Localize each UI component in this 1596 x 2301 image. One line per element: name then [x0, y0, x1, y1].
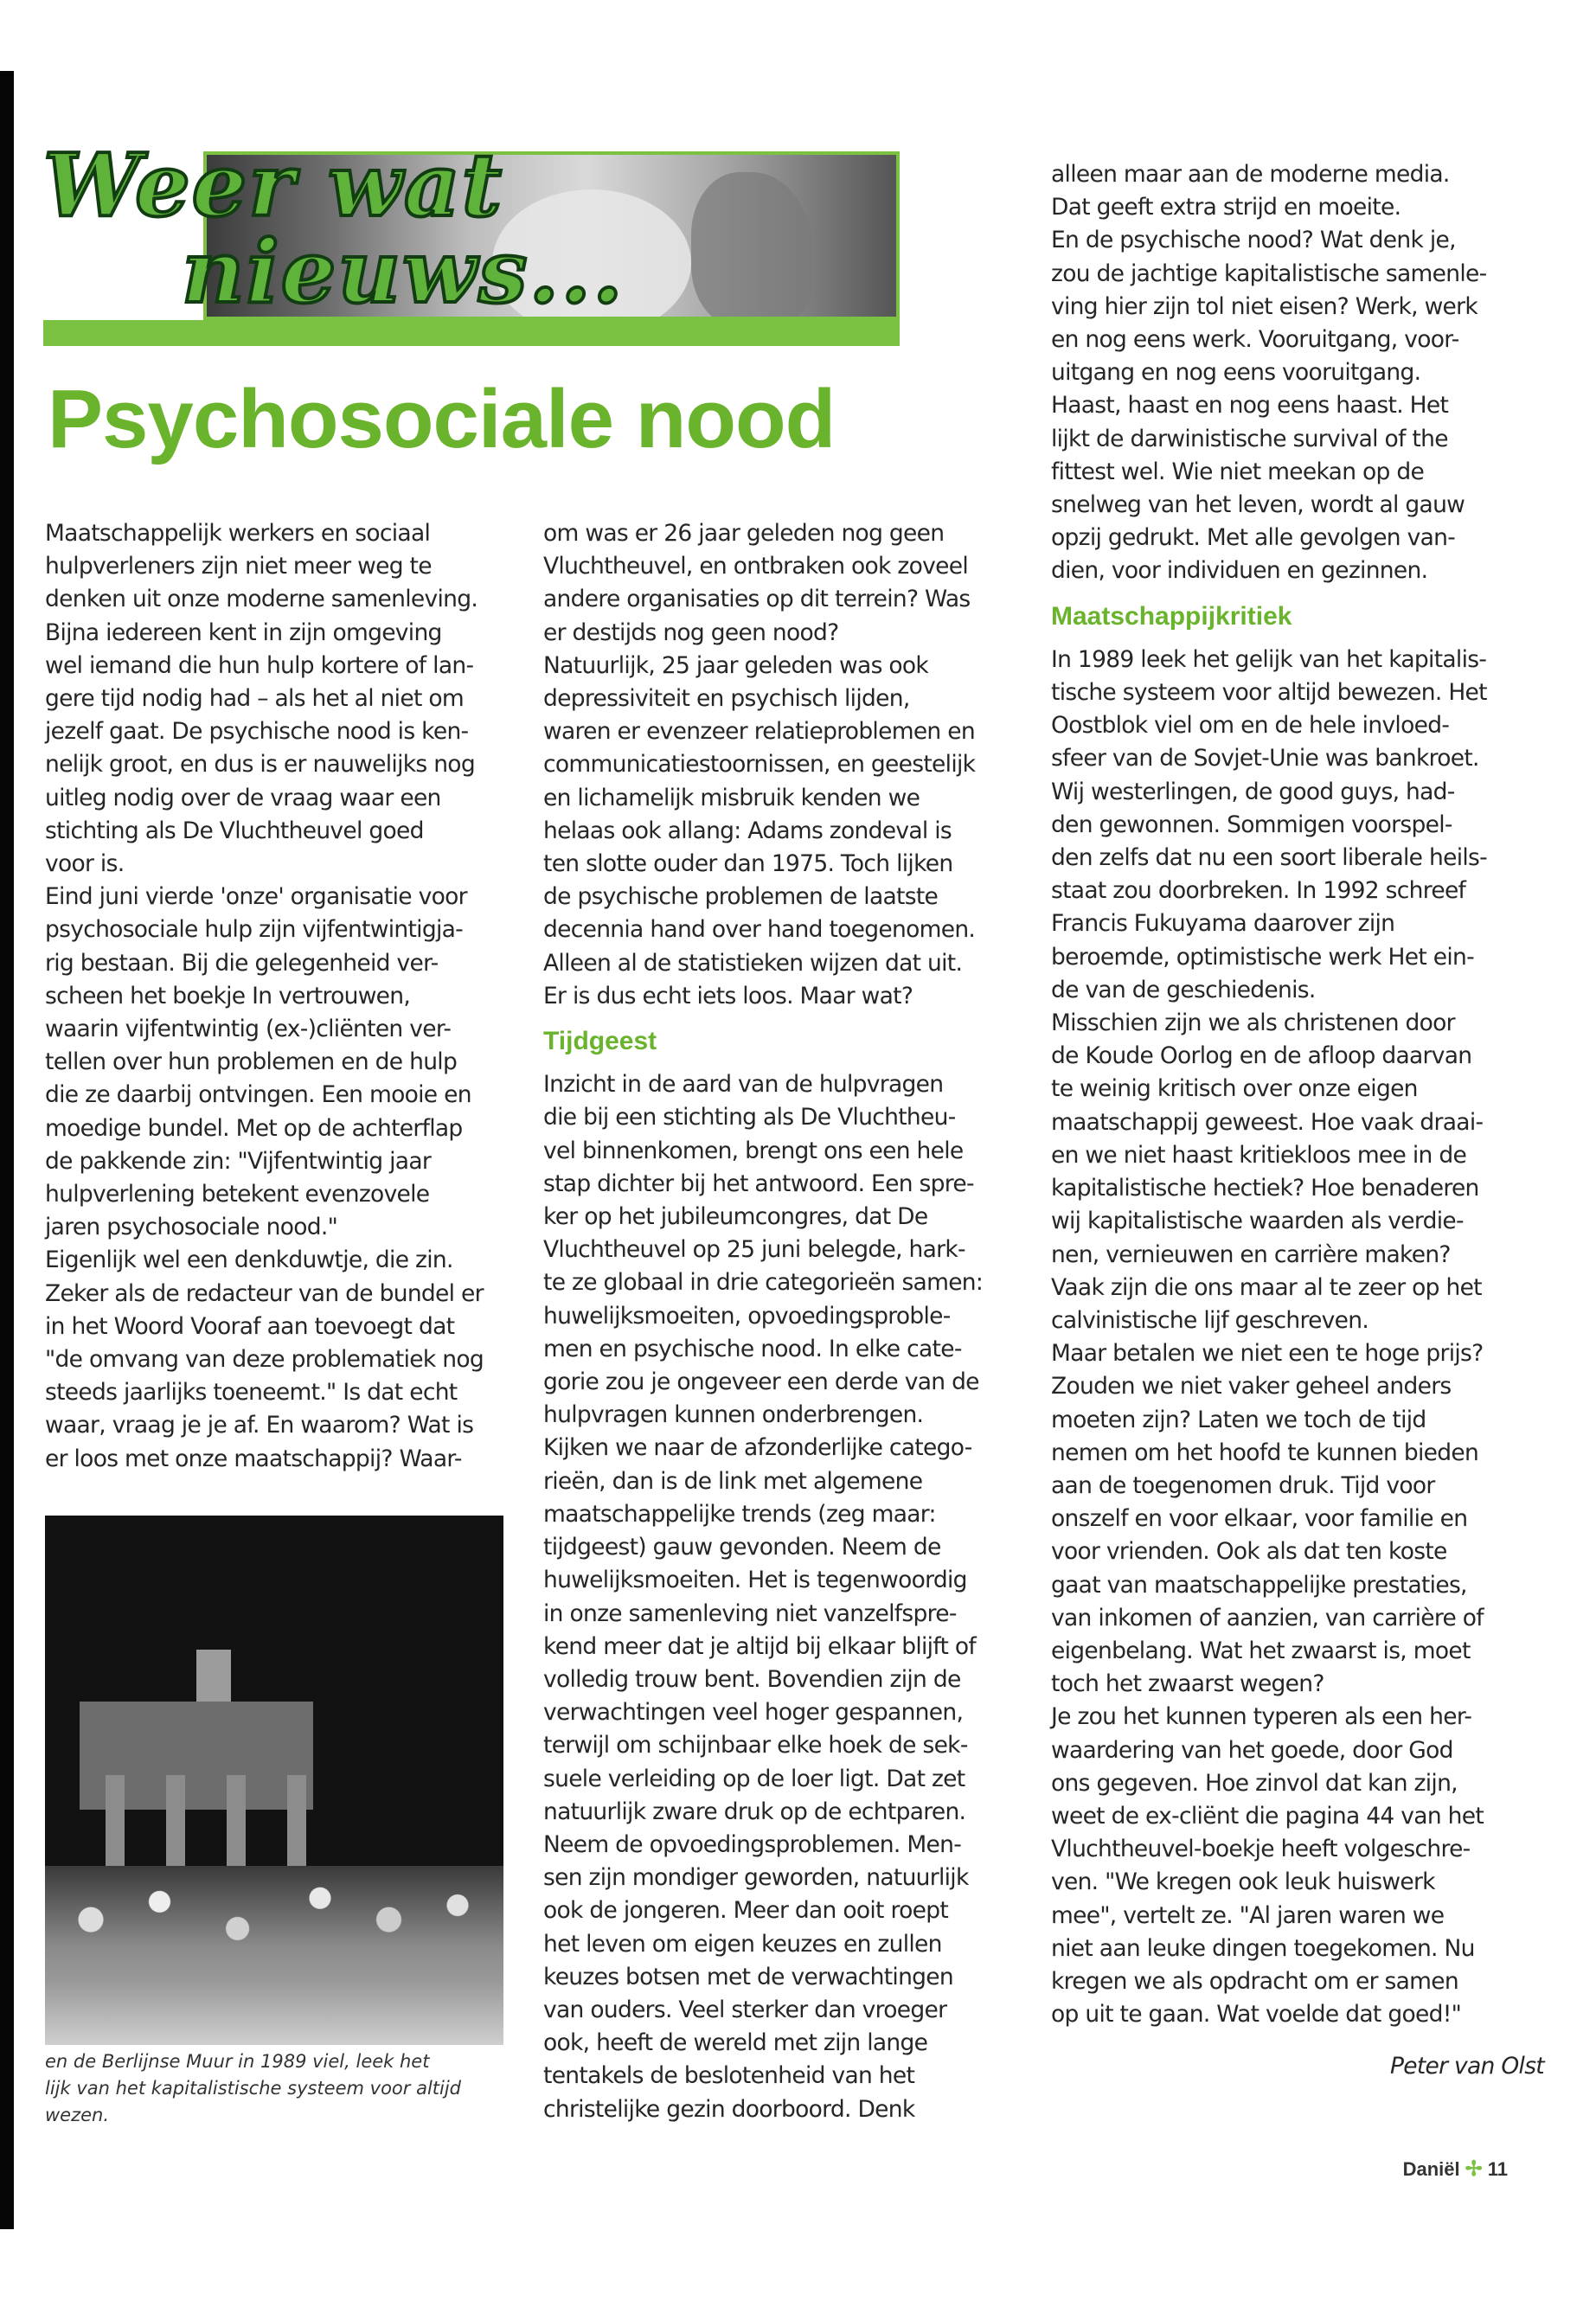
- text-line: Misschien zijn we als christenen door: [1051, 1009, 1455, 1037]
- text-line: lijkt de darwinistische survival of the: [1051, 425, 1448, 452]
- text-line: "de omvang van deze problematiek nog: [45, 1346, 484, 1374]
- text-line: eigenbelang. Wat het zwaarst is, moet: [1051, 1637, 1471, 1664]
- text-line: Francis Fukuyama daarover zijn: [1051, 910, 1395, 938]
- text-line: psychosociale hulp zijn vijfentwintigja-: [45, 916, 464, 944]
- text-line: waardering van het goede, door God: [1051, 1736, 1453, 1764]
- text-line: In 1989 leek het gelijk van het kapitalis-: [1051, 645, 1487, 673]
- text-line: nemen om het hoofd te kunnen bieden: [1051, 1439, 1479, 1466]
- text-line: niet aan leuke dingen toegekomen. Nu: [1051, 1934, 1475, 1962]
- text-line: tijdgeest) gauw gevonden. Neem de: [543, 1534, 941, 1561]
- text-line: moeten zijn? Laten we toch de tijd: [1051, 1406, 1426, 1433]
- text-line: hulpvragen kunnen onderbrengen.: [543, 1401, 924, 1429]
- text-line: Vaak zijn die ons maar al te zeer op het: [1051, 1273, 1482, 1301]
- masthead: [43, 134, 900, 363]
- text-line: huwelijksmoeiten, opvoedingsproble-: [543, 1302, 951, 1330]
- text-line: en we niet haast kritiekloos mee in de: [1051, 1141, 1467, 1169]
- text-line: steeds jaarlijks toeneemt." Is dat echt: [45, 1379, 458, 1407]
- photo-caption: [45, 2048, 512, 2129]
- text-line: Vluchtheuvel, en ontbraken ook zoveel: [543, 553, 969, 580]
- page-number: 11: [1487, 2158, 1508, 2180]
- text-line: stichting als De Vluchtheuvel goed: [45, 817, 424, 844]
- article-headline: Psychosociale nood: [48, 373, 836, 465]
- text-line: hulpverlening betekent evenzovele: [45, 1181, 430, 1208]
- text-line: maatschappelijke trends (zeg maar:: [543, 1500, 936, 1528]
- text-line: wezen.: [45, 2105, 110, 2125]
- text-line: het leven om eigen keuzes en zullen: [543, 1930, 942, 1958]
- text-line: calvinistische lijf geschreven.: [1051, 1306, 1369, 1334]
- text-line: kapitalistische hectiek? Hoe benaderen: [1051, 1175, 1479, 1202]
- text-line: rieën, dan is de link met algemene: [543, 1467, 923, 1495]
- text-line: sfeer van de Sovjet-Unie was bankroet.: [1051, 745, 1479, 772]
- text-line: gere tijd nodig had – als het al niet om: [45, 685, 464, 713]
- text-line: nelijk groot, en dus is er nauwelijks nog: [45, 751, 475, 779]
- text-line: christelijke gezin doorboord. Denk: [543, 2095, 915, 2123]
- text-line: alleen maar aan de moderne media.: [1051, 161, 1450, 188]
- text-line: aan de toegenomen druk. Tijd voor: [1051, 1471, 1435, 1499]
- text-line: van inkomen of aanzien, van carrière of: [1051, 1604, 1484, 1631]
- text-line: jezelf gaat. De psychische nood is ken-: [45, 718, 469, 746]
- text-line: gaat van maatschappelijke prestaties,: [1051, 1571, 1467, 1599]
- text-line: volledig trouw bent. Bovendien zijn de: [543, 1665, 961, 1693]
- section-heading-tijdgeest: Tijdgeest: [543, 1027, 657, 1056]
- text-line: voor is.: [45, 850, 125, 878]
- text-line: tellen over hun problemen en de hulp: [45, 1048, 458, 1076]
- text-line: waren er evenzeer relatieproblemen en: [543, 718, 975, 746]
- text-line: ook, heeft de wereld met zijn lange: [543, 2029, 928, 2057]
- text-line: ons gegeven. Hoe zinvol dat kan zijn,: [1051, 1769, 1458, 1797]
- text-line: toch het zwaarst wegen?: [1051, 1670, 1324, 1698]
- text-line: maatschappij geweest. Hoe vaak draai-: [1051, 1108, 1484, 1136]
- text-line: den zelfs dat nu een soort liberale heils-: [1051, 844, 1488, 872]
- text-line: Je zou het kunnen typeren als een her-: [1051, 1703, 1472, 1731]
- text-line: den gewonnen. Sommigen voorspel-: [1051, 811, 1452, 838]
- text-line: Vluchtheuvel-boekje heeft volgeschre-: [1051, 1836, 1471, 1863]
- text-line: uitgang en nog eens vooruitgang.: [1051, 359, 1421, 387]
- text-line: Er is dus echt iets loos. Maar wat?: [543, 982, 913, 1009]
- text-line: in onze samenleving niet vanzelfspre-: [543, 1599, 957, 1627]
- text-line: stap dichter bij het antwoord. Een spre-: [543, 1170, 974, 1197]
- magazine-name: Daniël: [1402, 2158, 1460, 2180]
- text-line: denken uit onze moderne samenleving.: [45, 586, 478, 613]
- text-line: wel iemand die hun hulp kortere of lan-: [45, 651, 474, 679]
- text-line: natuurlijk zware druk op de echtparen.: [543, 1798, 966, 1825]
- text-line: Eigenlijk wel een denkduwtje, die zin.: [45, 1247, 453, 1274]
- text-line: huwelijksmoeiten. Het is tegenwoordig: [543, 1567, 967, 1594]
- text-line: Wij westerlingen, de good guys, had-: [1051, 778, 1455, 805]
- binding-spine: [0, 71, 14, 2229]
- article-column-1: [45, 517, 512, 1476]
- text-line: beroemde, optimistische werk Het ein-: [1051, 943, 1474, 971]
- text-line: suele verleiding op de loer ligt. Dat zet: [543, 1765, 965, 1792]
- text-line: keuzes botsen met de verwachtingen: [543, 1963, 954, 1990]
- text-line: ook de jongeren. Meer dan ooit roept: [543, 1897, 949, 1925]
- text-line: onszelf en voor elkaar, voor familie en: [1051, 1505, 1468, 1533]
- text-line: de Koude Oorlog en de afloop daarvan: [1051, 1042, 1472, 1070]
- text-line: nen, vernieuwen en carrière maken?: [1051, 1240, 1451, 1268]
- text-line: in het Woord Vooraf aan toevoegt dat: [45, 1312, 455, 1340]
- page-bottom-margin: [0, 2229, 1596, 2301]
- text-line: decennia hand over hand toegenomen.: [543, 916, 976, 944]
- text-line: communicatiestoornissen, en geestelijk: [543, 751, 976, 779]
- column-3-paragraphs-a: [1051, 158, 1544, 588]
- text-line: Dat geeft extra strijd en moeite.: [1051, 194, 1401, 221]
- text-line: die ze daarbij ontvingen. Een mooie en: [45, 1081, 471, 1109]
- text-line: en lichamelijk misbruik kenden we: [543, 784, 920, 811]
- text-line: Haast, haast en nog eens haast. Het: [1051, 392, 1449, 420]
- text-line: waar, vraag je je af. En waarom? Wat is: [45, 1412, 474, 1439]
- text-line: tentakels de beslotenheid van het: [543, 2062, 915, 2090]
- quadriga-shape: [196, 1650, 231, 1702]
- text-line: Vluchtheuvel op 25 juni belegde, hark-: [543, 1236, 965, 1264]
- text-line: terwijl om schijnbaar elke hoek de sek-: [543, 1732, 968, 1759]
- hand-photo-shape: [691, 172, 812, 320]
- text-line: rig bestaan. Bij die gelegenheid ver-: [45, 949, 439, 977]
- text-line: Zeker als de redacteur van de bundel er: [45, 1279, 484, 1307]
- text-line: helaas ook allang: Adams zondeval is: [543, 817, 952, 844]
- column-2-paragraphs-b: [543, 1068, 1002, 2126]
- article-column-3: [1051, 158, 1544, 2084]
- text-line: staat zou doorbreken. In 1992 schreef: [1051, 877, 1466, 905]
- text-line: Oostblok viel om en de hele invloed-: [1051, 712, 1450, 740]
- text-line: voor vrienden. Ook als dat ten koste: [1051, 1538, 1447, 1566]
- article-column-2: [543, 517, 1002, 2126]
- text-line: Bijna iedereen kent in zijn omgeving: [45, 619, 442, 646]
- text-line: waarin vijfentwintig (ex-)cliënten ver-: [45, 1016, 452, 1043]
- text-line: de van de geschiedenis.: [1051, 976, 1316, 1003]
- text-line: mee", vertelt ze. "Al jaren waren we: [1051, 1901, 1445, 1929]
- text-line: Eind juni vierde 'onze' organisatie voor: [45, 883, 467, 911]
- text-line: van ouders. Veel sterker dan vroeger: [543, 1996, 947, 2023]
- text-line: scheen het boekje In vertrouwen,: [45, 982, 411, 1009]
- text-line: ten slotte ouder dan 1975. Toch lijken: [543, 850, 953, 878]
- wall-shape: [45, 1983, 503, 2045]
- text-line: ker op het jubileumcongres, dat De: [543, 1203, 928, 1231]
- text-line: snelweg van het leven, wordt al gauw: [1051, 491, 1465, 519]
- text-line: op uit te gaan. Wat voelde dat goed!": [1051, 2001, 1462, 2029]
- text-line: uitleg nodig over de vraag waar een: [45, 784, 441, 811]
- text-line: zou de jachtige kapitalistische samenle-: [1051, 260, 1487, 287]
- text-line: kend meer dat je altijd bij elkaar blijft of: [543, 1632, 977, 1660]
- text-line: Zouden we niet vaker geheel anders: [1051, 1373, 1452, 1400]
- column-3-paragraphs-b: [1051, 644, 1544, 2032]
- text-line: ving hier zijn tol niet eisen? Werk, werk: [1051, 292, 1478, 320]
- text-line: fittest wel. Wie niet meekan op de: [1051, 458, 1425, 485]
- text-line: verwachtingen veel hoger gespannen,: [543, 1699, 964, 1727]
- text-line: dien, voor individuen en gezinnen.: [1051, 557, 1428, 585]
- author-signature: Peter van Olst: [1389, 2053, 1544, 2080]
- text-line: die bij een stichting als De Vluchtheu-: [543, 1104, 956, 1131]
- text-line: Inzicht in de aard van de hulpvragen: [543, 1071, 944, 1099]
- text-line: te weinig kritisch over onze eigen: [1051, 1075, 1418, 1103]
- masthead-green-bar: [43, 320, 900, 346]
- text-line: er loos met onze maatschappij? Waar-: [45, 1445, 462, 1472]
- text-line: wij kapitalistische waarden als verdie-: [1051, 1208, 1464, 1235]
- text-line: Natuurlijk, 25 jaar geleden was ook: [543, 651, 929, 679]
- text-line: gorie zou je ongeveer een derde van de: [543, 1368, 979, 1396]
- berlin-wall-photo: [45, 1516, 503, 2045]
- text-line: jaren psychosociale nood.": [45, 1214, 338, 1241]
- text-line: Maar betalen we niet een te hoge prijs?: [1051, 1340, 1484, 1368]
- text-line: de pakkende zin: "Vijfentwintig jaar: [45, 1147, 432, 1175]
- page-top-margin: [0, 0, 1596, 71]
- text-line: men en psychische nood. In elke cate-: [543, 1335, 962, 1362]
- text-line: vel binnenkomen, brengt ons een hele: [543, 1137, 964, 1164]
- text-line: te ze globaal in drie categorieën samen:: [543, 1269, 984, 1297]
- text-line: om was er 26 jaar geleden nog geen: [543, 520, 945, 547]
- text-line: lijk van het kapitalistische systeem voor altijd: [45, 2078, 462, 2099]
- text-line: sen zijn mondiger geworden, natuurlijk: [543, 1864, 969, 1892]
- column-2-paragraphs-a: [543, 517, 1002, 1013]
- text-line: weet de ex-cliënt die pagina 44 van het: [1051, 1802, 1484, 1830]
- text-line: ven. "We kregen ook leuk huiswerk: [1051, 1868, 1435, 1896]
- text-line: andere organisaties op dit terrein? Was: [543, 586, 971, 613]
- text-line: en de Berlijnse Muur in 1989 viel, leek het: [45, 2051, 430, 2072]
- text-line: moedige bundel. Met op de achterflap: [45, 1114, 463, 1142]
- text-line: depressiviteit en psychisch lijden,: [543, 685, 910, 713]
- section-heading-maatschappijkritiek: Maatschappijkritiek: [1051, 601, 1292, 631]
- masthead-title-line1: Weer wat: [43, 134, 503, 236]
- text-line: opzij gedrukt. Met alle gevolgen van-: [1051, 524, 1456, 552]
- page-footer: [1403, 2157, 1508, 2182]
- text-line: Kijken we naar de afzonderlijke catego-: [543, 1434, 972, 1462]
- text-line: hulpverleners zijn niet meer weg te: [45, 553, 432, 580]
- dove-logo-icon: ✢: [1465, 2157, 1483, 2181]
- text-line: En de psychische nood? Wat denk je,: [1051, 227, 1456, 254]
- text-line: de psychische problemen de laatste: [543, 883, 939, 911]
- text-line: Alleen al de statistieken wijzen dat uit.: [543, 949, 963, 977]
- text-line: tische systeem voor altijd bewezen. Het: [1051, 679, 1487, 707]
- text-line: Maatschappelijk werkers en sociaal: [45, 520, 431, 547]
- masthead-title-line2: nieuws...: [182, 221, 625, 323]
- text-line: kregen we als opdracht om er samen: [1051, 1967, 1458, 1995]
- text-line: er destijds nog geen nood?: [543, 619, 839, 646]
- text-line: Neem de opvoedingsproblemen. Men-: [543, 1830, 962, 1858]
- text-line: en nog eens werk. Vooruitgang, voor-: [1051, 326, 1459, 354]
